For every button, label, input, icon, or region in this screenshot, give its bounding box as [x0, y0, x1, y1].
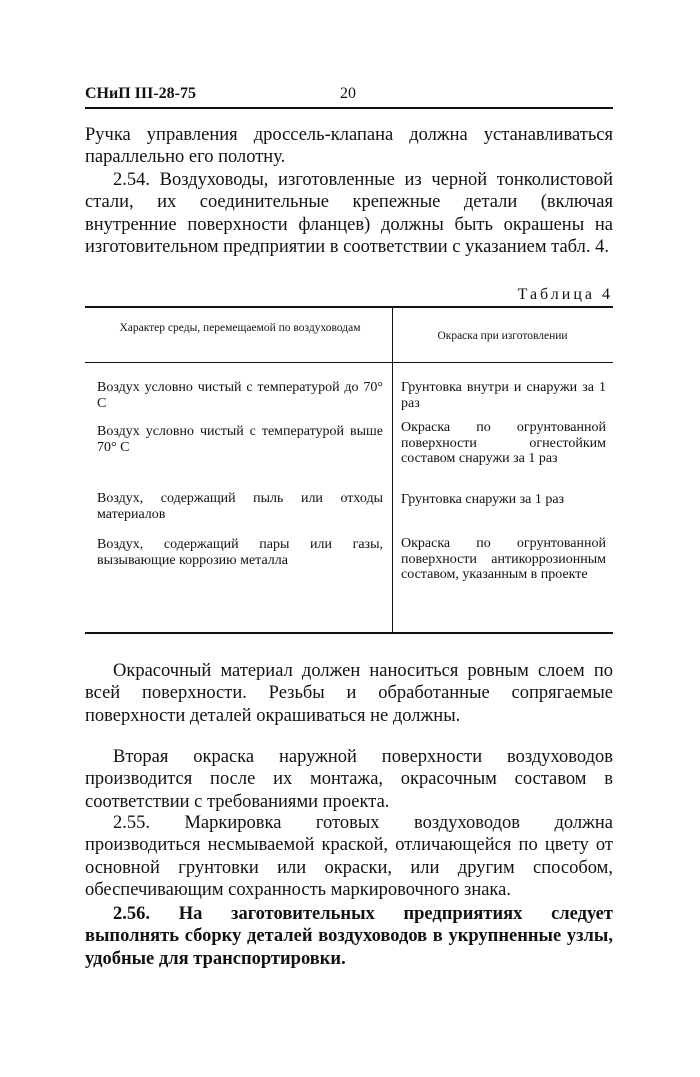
paragraph-2-54 [85, 169, 613, 258]
table-cell: Грунтовка снаружи за 1 раз [401, 492, 565, 507]
paragraph-4: Вторая окраска наружной поверхности воздуховодов производится после их монтажа, окрасочным составом в соответствии с требованиями проекта. [85, 747, 613, 812]
paragraph-3: Окрасочный материал должен наноситься ровным слоем по всей поверхности. Резьбы и обработанные сопрягаемые поверхности деталей окрашиваться не должны. [85, 661, 613, 726]
table-cell: Окраска по огрунтованной поверхности антикоррозионным составом, указанным в проекте [401, 536, 606, 582]
paragraph-2-56 [85, 903, 613, 970]
paragraph-2-55 [85, 812, 613, 901]
table-cell: Воздух условно чистый с температурой до 70° С [97, 380, 383, 411]
table-cell: Окраска по огрунтованной поверхности огнестойким составом снаружи за 1 раз [401, 420, 606, 466]
table-cell: Воздух, содержащий пыль или отходы материалов [97, 491, 383, 522]
header-rule [85, 107, 613, 109]
table-column-divider [392, 308, 393, 632]
table-cell: Воздух, содержащий пары или газы, вызывающие коррозию металла [97, 537, 383, 568]
table-header-painting: Окраска при изготовлении [437, 330, 568, 342]
clause-number: 2.54. [113, 170, 150, 190]
table-cell: Грунтовка внутри и снаружи за 1 раз [401, 380, 606, 411]
paragraph-1: Ручка управления дроссель-клапана должна устанавливаться параллельно его полотну. [85, 125, 613, 168]
clause-text: Маркировка готовых воздуховодов должна производиться несмываемой краской, отличающейся по цвету от основной грунтовки или окраски, или другим способом, обеспечивающим сохранность маркировочного знака. [85, 813, 613, 900]
clause-number: 2.55. [113, 813, 150, 833]
page-header [85, 85, 613, 107]
table-cell: Воздух условно чистый с температурой выше 70° С [97, 424, 383, 455]
table-caption: Таблица 4 [517, 286, 613, 303]
page-number: 20 [340, 85, 356, 102]
table-header-divider [85, 362, 613, 363]
table-4 [85, 306, 613, 634]
table-header-medium: Характер среды, перемещаемой по воздуховодам [119, 322, 361, 334]
document-code: СНиП III-28-75 [85, 85, 196, 102]
clause-number: 2.56. [113, 904, 150, 924]
clause-text: Воздуховоды, изготовленные из черной тонколистовой стали, их соединительные крепежные детали (включая внутренние поверхности фланцев) должны быть окрашены на изготовительном предприятии в соответствии с указанием табл. 4. [85, 170, 613, 257]
clause-text: На заготовительных предприятиях следует выполнять сборку деталей воздуховодов в укрупненные узлы, удобные для транспортировки. [85, 904, 613, 969]
